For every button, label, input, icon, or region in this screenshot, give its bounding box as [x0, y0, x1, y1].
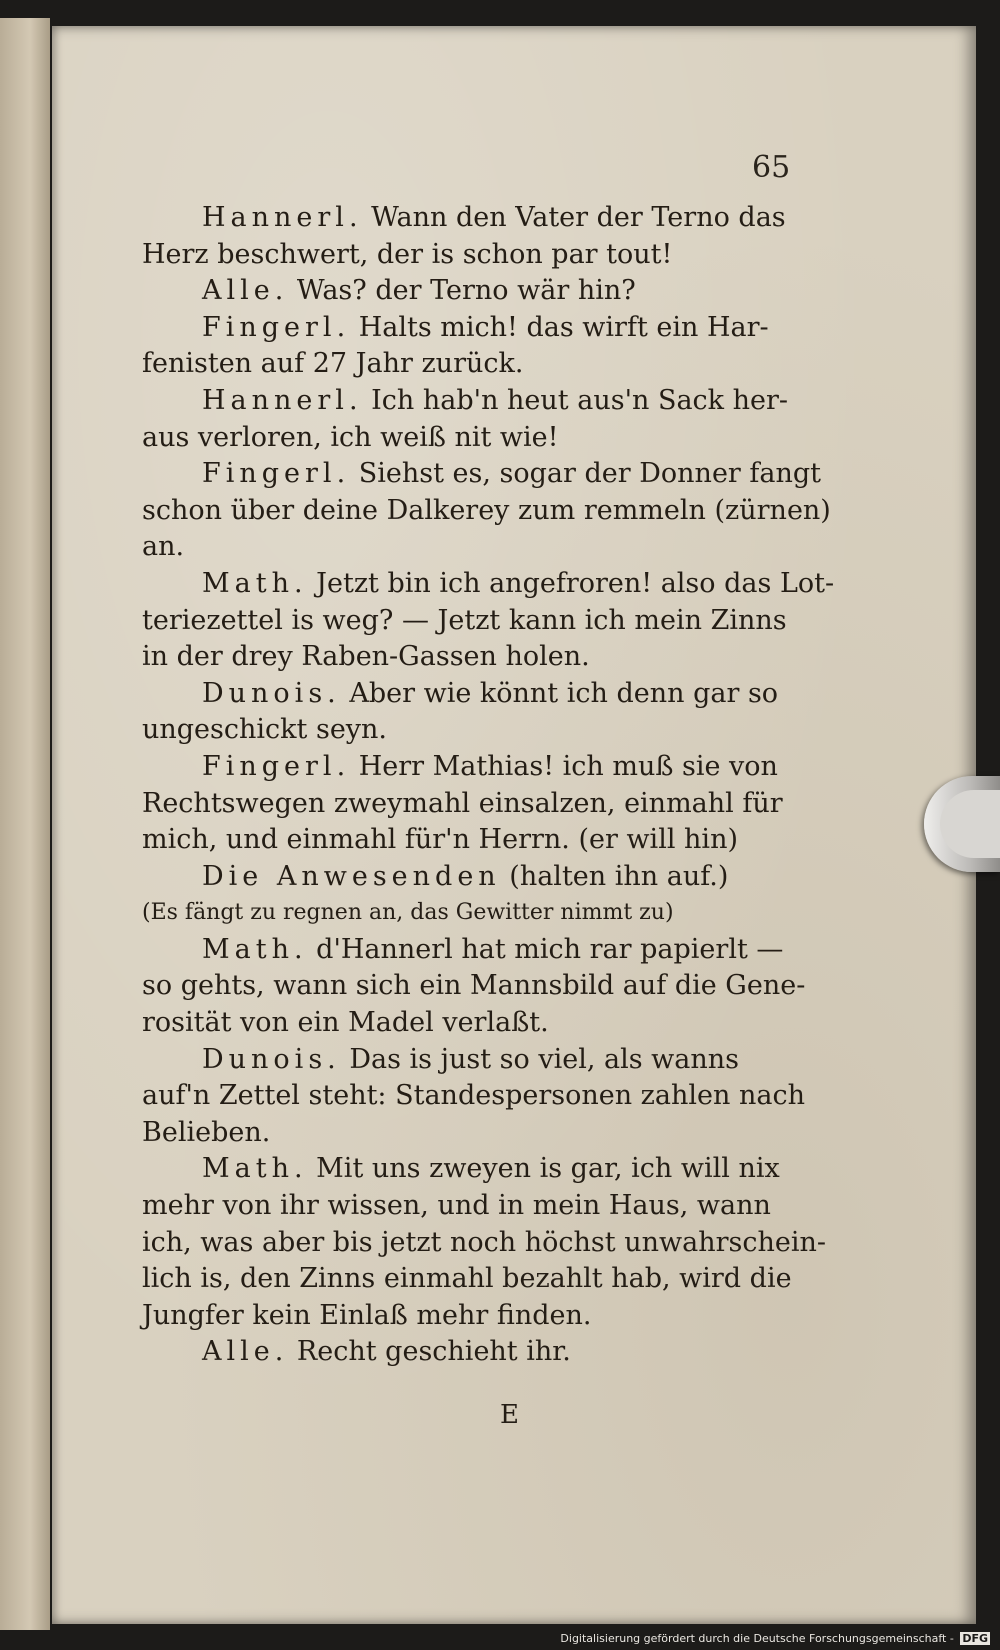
- credit-text: Digitalisierung gefördert durch die Deutsche Forschungsgemeinschaft -: [560, 1632, 954, 1645]
- speaker-name: Hannerl.: [202, 202, 363, 233]
- text-line: [142, 420, 794, 457]
- line-text: so gehts, wann sich ein Mannsbild auf die Gene-: [142, 970, 806, 1002]
- speaker-name: Math.: [202, 567, 308, 599]
- text-line: [142, 676, 794, 713]
- line-text: lich is, den Zinns einmahl bezahlt hab, wird die: [142, 1263, 792, 1295]
- speaker-name: Alle.: [202, 275, 289, 307]
- text-line: [142, 493, 831, 530]
- line-text: an.: [142, 531, 185, 563]
- text-line: [142, 1005, 794, 1042]
- text-line: [142, 1298, 794, 1335]
- line-text: Recht geschieht ihr.: [288, 1336, 571, 1368]
- line-text: teriezettel is weg? — Jetzt kann ich mein Zinns: [142, 604, 787, 636]
- text-line: [142, 1334, 794, 1371]
- text-line: [142, 749, 794, 786]
- page-text: [142, 200, 835, 1371]
- text-line: [142, 968, 806, 1005]
- speaker-name: Fingerl.: [202, 750, 351, 782]
- line-text: fenisten auf 27 Jahr zurück.: [142, 348, 524, 380]
- text-line: [142, 1115, 794, 1152]
- line-text: d'Hannerl hat mich rar papierlt —: [307, 933, 784, 965]
- text-line: [142, 786, 794, 823]
- line-text: aus verloren, ich weiß nit wie!: [142, 421, 559, 453]
- speaker-name: Math.: [202, 933, 308, 965]
- speaker-name: Fingerl.: [202, 458, 351, 490]
- line-text: Herz beschwert, der is schon par tout!: [142, 238, 673, 270]
- text-line: [142, 566, 835, 603]
- line-text: in der drey Raben-Gassen holen.: [142, 641, 590, 673]
- text-line: [142, 237, 794, 274]
- line-text: Ich hab'n heut aus'n Sack her-: [362, 384, 789, 416]
- text-line: [142, 310, 794, 347]
- line-text: (halten ihn auf.): [500, 860, 729, 892]
- text-line: [142, 1151, 794, 1188]
- line-text: ich, was aber bis jetzt noch höchst unwahrschein-: [142, 1226, 826, 1258]
- text-line: [142, 200, 794, 237]
- text-line: [142, 1261, 794, 1298]
- line-text: ungeschickt seyn.: [142, 714, 388, 746]
- text-line: [142, 859, 794, 896]
- line-text: auf'n Zettel steht: Standespersonen zahlen nach: [142, 1080, 805, 1112]
- line-text: Mit uns zweyen is gar, ich will nix: [307, 1153, 780, 1185]
- text-line: [142, 712, 794, 749]
- page-number: 65: [752, 150, 791, 185]
- speaker-name: Fingerl.: [202, 311, 351, 343]
- line-text: Halts mich! das wirft ein Har-: [350, 311, 769, 343]
- speaker-name: Dunois.: [202, 677, 341, 709]
- text-line: [142, 273, 794, 310]
- line-text: Belieben.: [142, 1116, 271, 1148]
- text-line: [142, 456, 822, 493]
- text-line: [142, 895, 794, 932]
- line-text: Herr Mathias! ich muß sie von: [350, 750, 778, 782]
- line-text: rosität von ein Madel verlaßt.: [142, 1007, 549, 1039]
- line-text: Aber wie könnt ich denn gar so: [340, 677, 779, 709]
- text-line: [142, 383, 794, 420]
- digitization-credit: [560, 1632, 990, 1645]
- line-text: Siehst es, sogar der Donner fangt: [350, 458, 822, 490]
- catchword: E: [500, 1400, 519, 1430]
- previous-page-edge: [0, 18, 50, 1630]
- speaker-name: Alle.: [202, 1336, 289, 1368]
- line-text: Jungfer kein Einlaß mehr finden.: [142, 1299, 592, 1331]
- line-text: Rechtswegen zweymahl einsalzen, einmahl für: [142, 787, 783, 819]
- dfg-logo: DFG: [962, 1632, 988, 1645]
- text-line: [142, 1042, 794, 1079]
- line-text: mich, und einmahl für'n Herrn. (er will hin): [142, 824, 738, 856]
- text-line: [142, 1225, 826, 1262]
- text-line: [142, 603, 794, 640]
- text-line: [142, 932, 794, 969]
- line-text: (Es fängt zu regnen an, das Gewitter nimmt zu): [142, 900, 674, 926]
- line-text: Das is just so viel, als wanns: [340, 1043, 740, 1075]
- speaker-name: Hannerl.: [202, 384, 363, 416]
- text-line: [142, 639, 794, 676]
- text-line: [142, 529, 794, 566]
- line-text: Wann den Vater der Terno das: [362, 202, 786, 233]
- text-line: [142, 1078, 805, 1115]
- speaker-name: Math.: [202, 1153, 308, 1185]
- speaker-name: Die Anwesenden: [202, 860, 501, 892]
- line-text: Jetzt bin ich angefroren! also das Lot-: [307, 567, 835, 599]
- text-line: [142, 822, 794, 859]
- text-line: [142, 346, 794, 383]
- line-text: mehr von ihr wissen, und in mein Haus, wann: [142, 1190, 771, 1222]
- text-line: [142, 1188, 794, 1225]
- line-text: schon über deine Dalkerey zum remmeln (zürnen): [142, 494, 831, 526]
- line-text: Was? der Terno wär hin?: [288, 275, 636, 307]
- speaker-name: Dunois.: [202, 1043, 341, 1075]
